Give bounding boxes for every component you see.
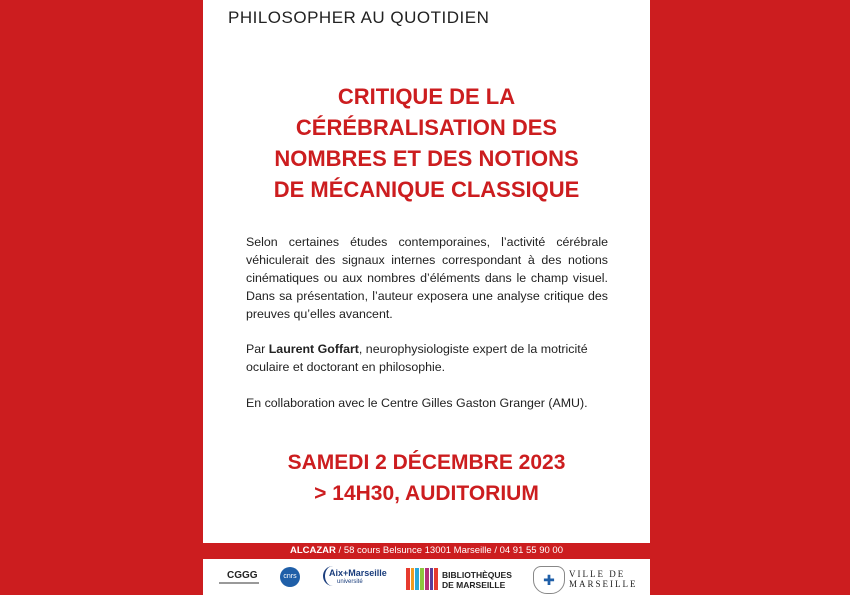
amu-logo-subtext: université (337, 579, 363, 585)
amu-logo-text: Aix+Marseille (329, 568, 387, 578)
speaker-name: Laurent Goffart (268, 342, 359, 356)
abstract-text: Selon certaines études contemporaines, l’activité cérébrale véhiculerait des signaux internes correspondant à des notions cinématiques ou aux nombres d’éléments dans le champ visuel. Dans sa présentation, l’auteur exposera une analyse critique des preuves qu’elles avancent. (246, 235, 608, 321)
speaker-line (246, 340, 608, 376)
abstract (246, 233, 608, 323)
cggg-logo-rule (219, 582, 259, 584)
cggg-logo-text: CGGG (227, 570, 258, 581)
bibliotheques-logo (406, 564, 516, 595)
bibliotheques-logo-bars (406, 568, 438, 590)
speaker-description: , neurophysiologiste expert de la motricité oculaire et doctorant en philosophie. (246, 342, 588, 374)
title-line: CÉRÉBRALISATION DES (295, 115, 558, 140)
event-info (203, 447, 650, 509)
title-line: CRITIQUE DE LA (337, 84, 516, 109)
marseille-crest-icon: ✚ (533, 566, 565, 594)
event-time-place: > 14H30, AUDITORIUM (314, 482, 539, 505)
cnrs-logo (278, 564, 304, 595)
partner-logos (203, 564, 650, 595)
event-date: SAMEDI 2 DÉCEMBRE 2023 (287, 451, 566, 474)
poster (203, 0, 650, 595)
venue-details: / 58 cours Belsunce 13001 Marseille / 04 91 55 90 00 (335, 545, 563, 556)
cggg-logo (215, 564, 259, 595)
cnrs-logo-text: cnrs (280, 567, 300, 587)
title-line: NOMBRES ET DES NOTIONS (274, 146, 579, 171)
amu-logo (323, 564, 401, 595)
speaker-prefix: Par (246, 342, 269, 356)
title-line: DE MÉCANIQUE CLASSIQUE (273, 177, 580, 202)
venue-name: ALCAZAR (289, 545, 336, 556)
ville-marseille-logo (531, 564, 639, 595)
collaboration-note: En collaboration avec le Centre Gilles Gaston Granger (AMU). (246, 396, 588, 410)
bibliotheques-logo-text: BIBLIOTHÈQUES DE MARSEILLE (442, 570, 512, 590)
series-title: PHILOSOPHER AU QUOTIDIEN (228, 8, 490, 27)
talk-title (203, 81, 650, 205)
ville-marseille-logo-text: VILLE DE MARSEILLE (569, 569, 638, 589)
venue-bar (203, 543, 650, 559)
